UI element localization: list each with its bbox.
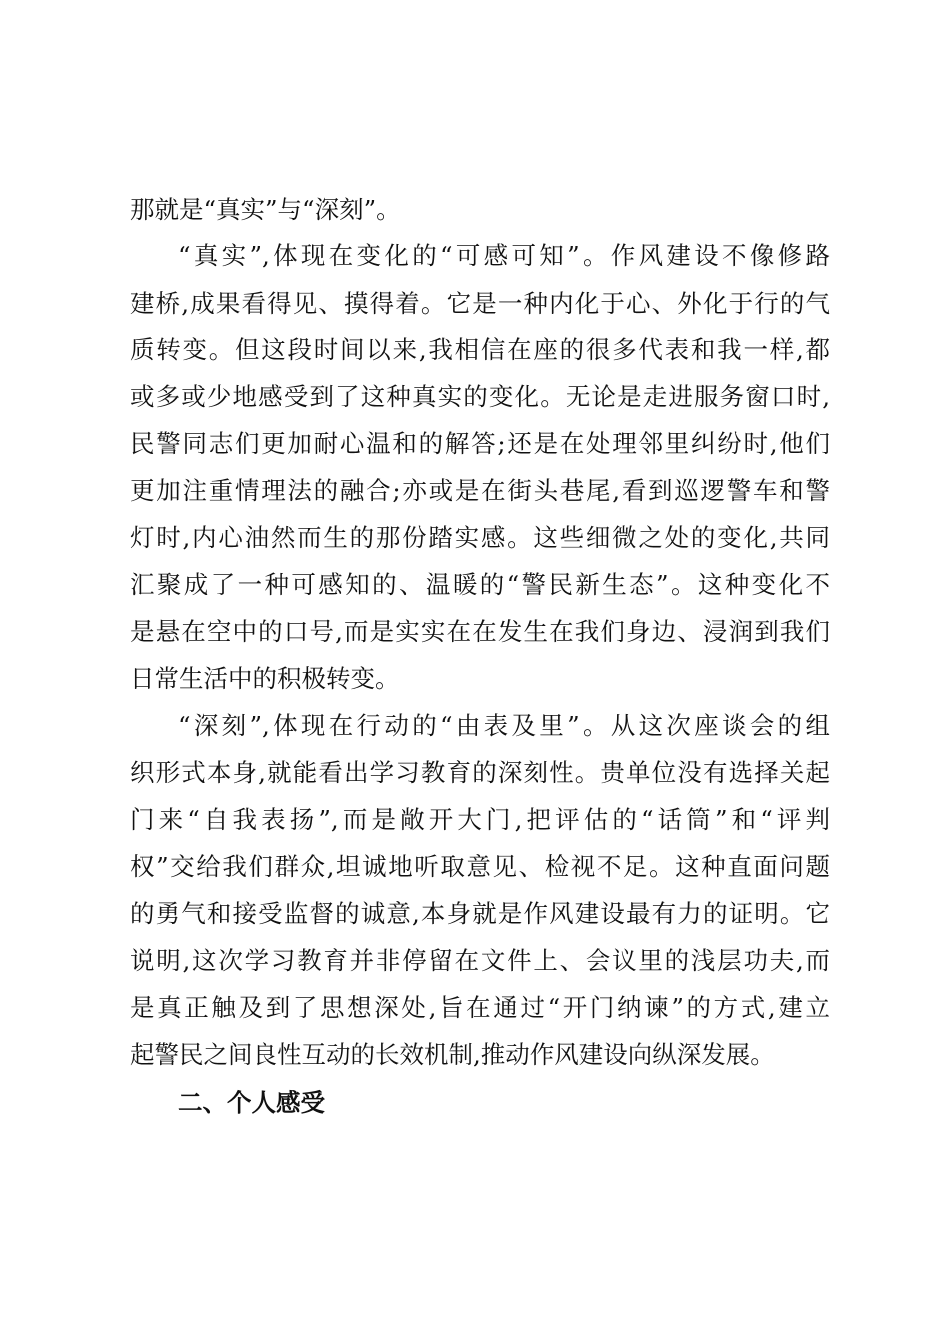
text-line: 是悬在空中的口号,而是实实在在发生在我们身边、浸润到我们: [130, 617, 830, 646]
text-line: 或多或少地感受到了这种真实的变化。无论是走进服务窗口时,: [130, 382, 830, 411]
text-line: 日常生活中的积极转变。: [130, 664, 400, 693]
text-line: 灯时,内心油然而生的那份踏实感。这些细微之处的变化,共同: [130, 523, 830, 552]
text-line: 起警民之间良性互动的长效机制,推动作风建设向纵深发展。: [130, 1040, 775, 1069]
paragraph-first-line: “深刻”,体现在行动的“由表及里”。从这次座谈会的组: [178, 711, 830, 740]
text-line: 织形式本身,就能看出学习教育的深刻性。贵单位没有选择关起: [130, 758, 830, 787]
text-line: 门来“自我表扬”,而是敞开大门,把评估的“话筒”和“评判: [130, 805, 830, 834]
text-line: 质转变。但这段时间以来,我相信在座的很多代表和我一样,都: [130, 335, 830, 364]
text-line: 汇聚成了一种可感知的、温暖的“警民新生态”。这种变化不: [130, 570, 830, 599]
text-line: 那就是“真实”与“深刻”。: [130, 195, 401, 224]
text-line: 说明,这次学习教育并非停留在文件上、会议里的浅层功夫,而: [130, 946, 830, 975]
section-heading: 二、个人感受: [178, 1088, 325, 1117]
text-line: 更加注重情理法的融合;亦或是在街头巷尾,看到巡逻警车和警: [130, 476, 830, 505]
text-line: 民警同志们更加耐心温和的解答;还是在处理邻里纠纷时,他们: [130, 429, 830, 458]
text-line: 权”交给我们群众,坦诚地听取意见、检视不足。这种直面问题: [130, 852, 830, 881]
text-line: 的勇气和接受监督的诚意,本身就是作风建设最有力的证明。它: [130, 899, 830, 928]
text-line: 建桥,成果看得见、摸得着。它是一种内化于心、外化于行的气: [130, 289, 830, 318]
paragraph-first-line: “真实”,体现在变化的“可感可知”。作风建设不像修路: [178, 241, 830, 270]
text-line: 是真正触及到了思想深处,旨在通过“开门纳谏”的方式,建立: [130, 993, 830, 1022]
